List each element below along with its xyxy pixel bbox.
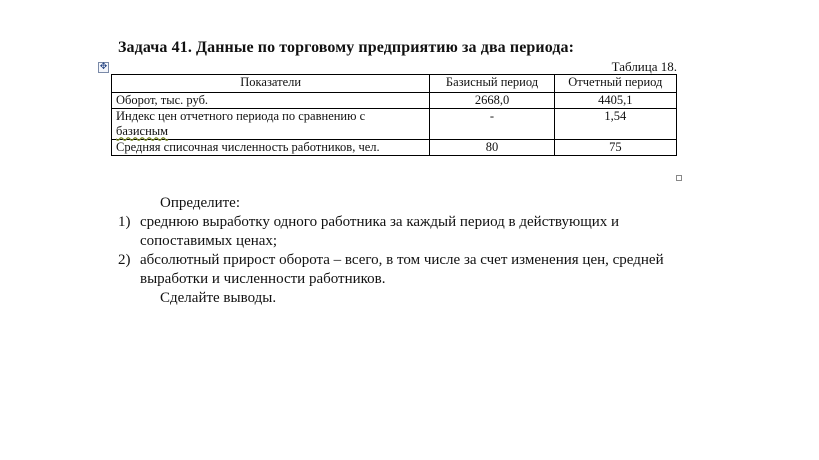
task-title: Задача 41. Данные по торговому предприятию за два периода:	[118, 39, 575, 56]
table-row	[112, 109, 677, 140]
table-header-row	[112, 75, 677, 93]
cell-indicator: Оборот, тыс. руб.	[112, 93, 430, 109]
cell-indicator-line1: Индекс цен отчетного периода по сравнению с	[116, 109, 366, 123]
header-base-period: Базисный период	[430, 75, 554, 93]
conclusion-text: Сделайте выводы.	[160, 290, 277, 306]
cell-indicator: Средняя списочная численность работников, чел.	[112, 140, 430, 156]
instructions-intro: Определите:	[160, 195, 241, 211]
table-row	[112, 140, 677, 156]
cell-report-value: 4405,1	[554, 93, 676, 109]
header-report-period: Отчетный период	[554, 75, 676, 93]
list-item-text: среднюю выработку одного работника за каждый период в действующих и сопоставимых ценах;	[140, 214, 620, 249]
cell-base-value: 2668,0	[430, 93, 554, 109]
cell-report-value: 75	[554, 140, 676, 156]
cell-indicator	[112, 109, 430, 140]
cell-report-value: 1,54	[554, 109, 676, 140]
cell-indicator-line2: базисным	[116, 124, 169, 138]
cell-base-value: 80	[430, 140, 554, 156]
list-item-number: 2)	[118, 252, 131, 268]
task-list	[118, 213, 698, 289]
move-cross-icon[interactable]: ✥	[99, 62, 108, 72]
table-row	[112, 93, 677, 109]
table-caption: Таблица 18.	[611, 59, 677, 74]
data-table	[111, 74, 677, 156]
list-item-number: 1)	[118, 214, 131, 230]
table-resize-handle[interactable]	[676, 175, 682, 181]
header-indicator: Показатели	[112, 75, 430, 93]
list-item	[118, 251, 698, 289]
cell-base-value: -	[430, 109, 554, 140]
list-item-text: абсолютный прирост оборота – всего, в том числе за счет изменения цен, средней выработки и численности работников.	[140, 252, 664, 287]
list-item	[118, 213, 698, 251]
